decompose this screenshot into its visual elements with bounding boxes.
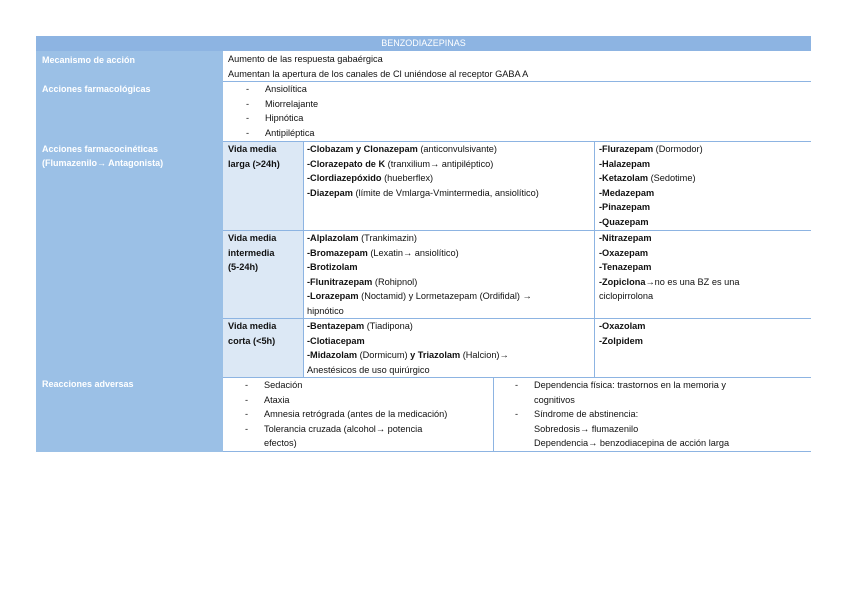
drug-line: -Clobazam y Clonazepam (anticonvulsivante) — [307, 144, 497, 154]
list-item: - Dependencia física: trastornos en la memoria y — [515, 380, 727, 390]
list-item: efectos) — [264, 438, 297, 448]
sub-label-intermedia: Vida media intermedia (5-24h) — [228, 233, 277, 272]
sub-label-larga: Vida media larga (>24h) — [228, 144, 280, 169]
list-item: - Antipiléptica — [246, 127, 315, 138]
drug-line: -Brotizolam — [307, 262, 358, 272]
larga-col1 — [307, 142, 539, 200]
column-divider — [303, 142, 304, 377]
list-item: - Ataxia — [245, 394, 290, 405]
label-flumazenilo: (Flumazenilo→ Antagonista) — [42, 158, 164, 168]
drug-line: -Zolpidem — [599, 335, 643, 346]
sub-label-corta: Vida media corta (<5h) — [228, 321, 277, 346]
drug-line: -Bromazepam (Lexatin→ ansiolítico) — [307, 247, 459, 258]
list-item: - Sedación — [245, 380, 303, 390]
drug-line: -Bentazepam (Tiadipona) — [307, 321, 413, 331]
label-column — [36, 51, 223, 452]
list-item: Sobredosis→ flumazenilo — [534, 423, 639, 434]
acciones-list — [246, 82, 319, 140]
label-mecanismo: Mecanismo de acción — [42, 55, 136, 65]
drug-line: -Clordiazepóxido (hueberflex) — [307, 173, 434, 183]
drug-line: -Pinazepam — [599, 202, 651, 212]
list-item: Dependencia→ benzodiacepina de acción larga — [534, 438, 730, 448]
list-item: - Miorrelajante — [246, 98, 319, 109]
drug-line: -Medazepam — [599, 187, 655, 198]
drug-line: -Zopiclona→no es una BZ es una — [599, 276, 740, 287]
drug-line: -Alplazolam (Trankimazin) — [307, 233, 417, 243]
list-item: - Amnesia retrógrada (antes de la medicación) — [245, 409, 448, 419]
drug-line: Anestésicos de uso quirúrgico — [307, 364, 430, 375]
corta-col1 — [307, 319, 509, 377]
label-reacciones: Reacciones adversas — [42, 379, 134, 389]
corta-col2 — [599, 319, 645, 348]
column-divider — [594, 142, 595, 377]
table-title: BENZODIAZEPINAS — [36, 36, 811, 51]
drug-line: -Nitrazepam — [599, 233, 652, 243]
list-item: - Hipnótica — [246, 113, 304, 123]
column-divider — [493, 378, 494, 451]
drug-line: -Oxazepam — [599, 247, 649, 258]
list-item: - Ansiolítica — [246, 84, 307, 94]
drug-line: -Midazolam (Dormicum) y Triazolam (Halcion)→ — [307, 350, 509, 360]
drug-line: -Clorazepato de K (tranxilium→ antipiléptico) — [307, 158, 494, 169]
mecanismo-content — [228, 52, 528, 81]
list-item: - Tolerancia cruzada (alcohol→ potencia — [245, 423, 423, 434]
list-item: cognitivos — [534, 394, 575, 405]
intermedia-col2 — [599, 231, 739, 304]
drug-line: -Tenazepam — [599, 262, 652, 272]
drug-line: ciclopirrolona — [599, 291, 654, 301]
reacciones-right — [515, 378, 730, 451]
intermedia-col1 — [307, 231, 532, 318]
row-divider — [223, 451, 811, 452]
drug-line: -Flunitrazepam (Rohipnol) — [307, 276, 418, 287]
larga-col2 — [599, 142, 703, 229]
mecanismo-line: Aumento de las respuesta gabaérgica — [228, 54, 383, 64]
label-acciones-farmacologicas: Acciones farmacológicas — [42, 84, 151, 94]
drug-line: -Oxazolam — [599, 321, 646, 331]
reacciones-left — [245, 378, 448, 451]
drug-line: -Lorazepam (Noctamid) y Lormetazepam (Ordifidal) → — [307, 291, 532, 301]
drug-line: -Ketazolam (Sedotime) — [599, 173, 696, 183]
drug-line: -Quazepam — [599, 216, 649, 227]
drug-line: -Flurazepam (Dormodor) — [599, 144, 703, 154]
mecanismo-line: Aumentan la apertura de los canales de Cl uniéndose al receptor GABA A — [228, 68, 529, 79]
list-item: - Síndrome de abstinencia: — [515, 409, 639, 419]
drug-line: hipnótico — [307, 305, 344, 316]
label-acciones-farmacocineticas: Acciones farmacocinéticas — [42, 144, 159, 154]
drug-line: -Diazepam (límite de Vmlarga-Vmintermedia, ansiolítico) — [307, 187, 539, 198]
drug-line: -Clotiacepam — [307, 335, 365, 346]
drug-line: -Halazepam — [599, 158, 651, 169]
